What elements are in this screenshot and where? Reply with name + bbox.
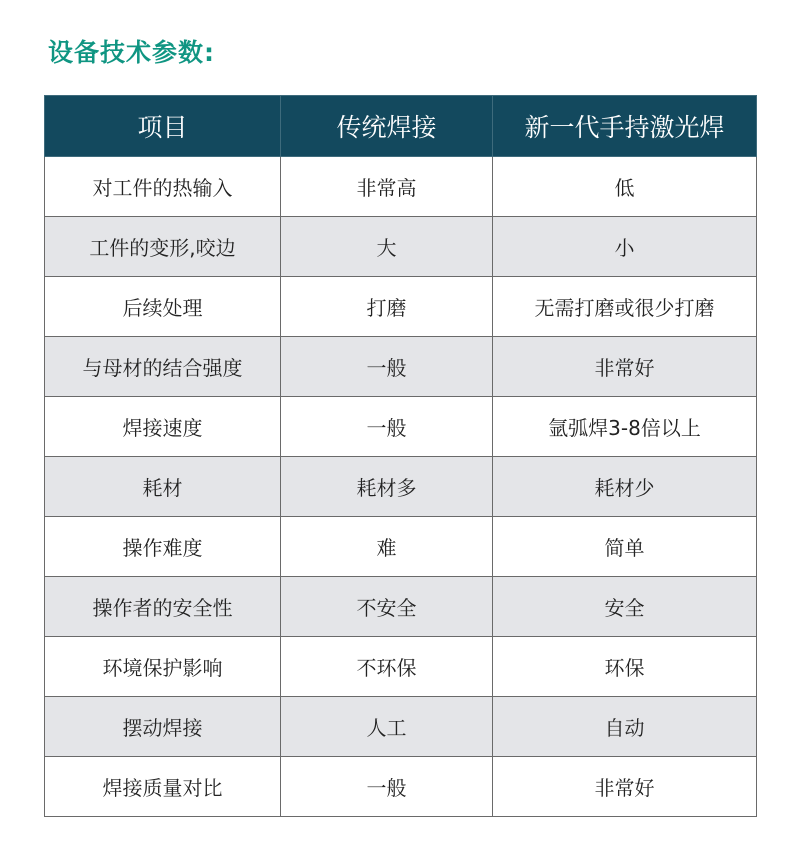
cell-laser: 非常好: [493, 757, 757, 817]
cell-laser: 耗材少: [493, 457, 757, 517]
header-item: 项目: [45, 96, 281, 157]
cell-laser: 简单: [493, 517, 757, 577]
table-row: [45, 217, 757, 277]
page-title: 设备技术参数:: [48, 38, 215, 67]
cell-traditional: 一般: [281, 337, 493, 397]
cell-item: 工件的变形,咬边: [45, 217, 281, 277]
table-row: [45, 697, 757, 757]
cell-traditional: 耗材多: [281, 457, 493, 517]
table-row: [45, 577, 757, 637]
header-traditional-welding: 传统焊接: [281, 96, 493, 157]
cell-laser: 低: [493, 157, 757, 217]
table-row: [45, 457, 757, 517]
table-row: [45, 157, 757, 217]
cell-item: 对工件的热输入: [45, 157, 281, 217]
table-header-row: [45, 96, 757, 157]
cell-laser: 安全: [493, 577, 757, 637]
cell-laser: 非常好: [493, 337, 757, 397]
cell-laser: 氩弧焊3-8倍以上: [493, 397, 757, 457]
table-row: [45, 277, 757, 337]
cell-item: 焊接质量对比: [45, 757, 281, 817]
cell-traditional: 非常高: [281, 157, 493, 217]
cell-item: 耗材: [45, 457, 281, 517]
header-laser-welding: 新一代手持激光焊: [493, 96, 757, 157]
table-row: [45, 397, 757, 457]
cell-traditional: 打磨: [281, 277, 493, 337]
cell-laser: 无需打磨或很少打磨: [493, 277, 757, 337]
spec-table: [44, 95, 757, 817]
table-row: [45, 637, 757, 697]
cell-traditional: 难: [281, 517, 493, 577]
cell-item: 后续处理: [45, 277, 281, 337]
cell-traditional: 一般: [281, 397, 493, 457]
cell-item: 摆动焊接: [45, 697, 281, 757]
cell-traditional: 大: [281, 217, 493, 277]
cell-item: 操作者的安全性: [45, 577, 281, 637]
cell-traditional: 人工: [281, 697, 493, 757]
cell-item: 焊接速度: [45, 397, 281, 457]
cell-item: 与母材的结合强度: [45, 337, 281, 397]
cell-item: 操作难度: [45, 517, 281, 577]
cell-laser: 小: [493, 217, 757, 277]
cell-laser: 自动: [493, 697, 757, 757]
cell-item: 环境保护影响: [45, 637, 281, 697]
table-row: [45, 337, 757, 397]
cell-traditional: 不安全: [281, 577, 493, 637]
cell-laser: 环保: [493, 637, 757, 697]
cell-traditional: 一般: [281, 757, 493, 817]
cell-traditional: 不环保: [281, 637, 493, 697]
table-row: [45, 517, 757, 577]
table-row: [45, 757, 757, 817]
